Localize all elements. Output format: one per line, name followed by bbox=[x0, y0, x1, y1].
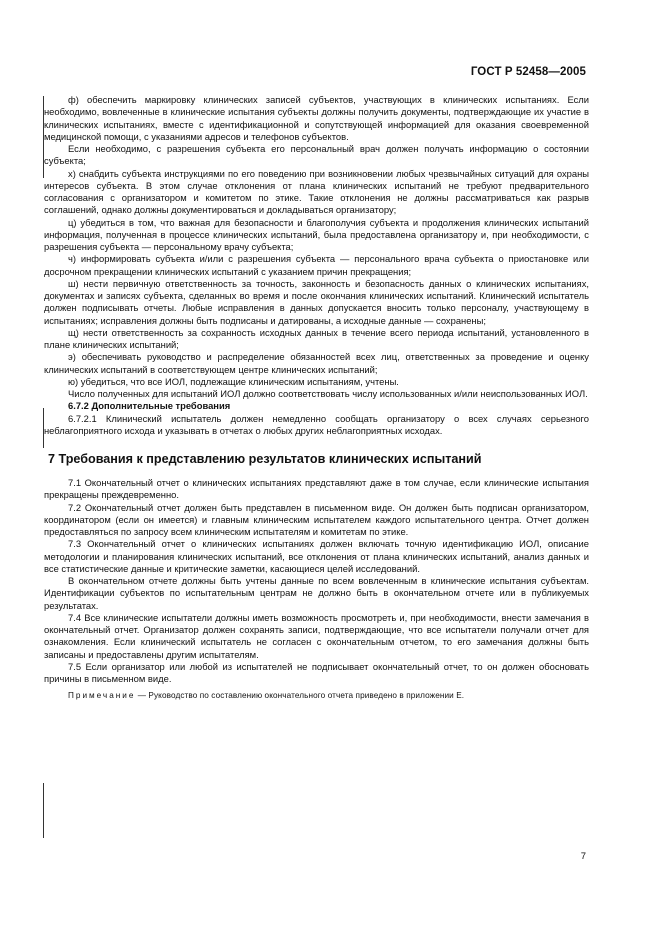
paragraph: Если необходимо, с разрешения субъекта его персональный врач должен получать информацию о состоянии субъекта; bbox=[44, 143, 589, 167]
document-id-header: ГОСТ Р 52458—2005 bbox=[470, 66, 586, 78]
paragraph: ш) нести первичную ответственность за точность, законность и безопасность данных о клинических испытаниях, документах и записях субъекта, сделанных во время и после окончания клинических испытаний. Клинический испытатель должен подписывать отчеты. Любые исправления в данных допускается вносить только персоналу, участвующему в испытаниях; исправления должны быть подписаны и датированы, а исходные данные — сохранены; bbox=[44, 277, 589, 326]
paragraph: 7.3 Окончательный отчет о клинических испытаниях должен включать точную идентификацию ИОЛ, описание методологии и планирования клинических испытаний, все отклонения от плана клинических испытаний, анализ данных и все статистические данные и критические заметки, касающиеся целей исследований. bbox=[44, 538, 589, 574]
paragraph: ф) обеспечить маркировку клинических записей субъектов, участвующих в клинических испытаниях. Если необходимо, вовлеченные в клинические испытания субъекты должны получить документы, подтверждающие их участие в клинических испытаниях, вместе с идентификационной и сопутствующей информацией для оказания своевременной медицинской помощи, с указаниями адресов и телефонов субъектов. bbox=[44, 94, 589, 142]
paragraph: ч) информировать субъекта и/или с разрешения субъекта — персонального врача субъекта о приостановке или досрочном прекращении клинических испытаний с указанием причин прекращения; bbox=[44, 253, 589, 277]
paragraph: В окончательном отчете должны быть учтены данные по всем вовлеченным в клинические испытания субъектам. Идентификации субъектов по испытательным центрам не должно быть в окончательном отчете или в публикуемых результатах. bbox=[44, 575, 589, 611]
paragraph: 7.2 Окончательный отчет должен быть представлен в письменном виде. Он должен быть подписан организатором, координатором (если он имеется) и главным клиническим испытателем каждого испытательного центра. Отчет должен предоставляться по запросу всем клиническим испытателям и комитетам по этике. bbox=[44, 501, 589, 537]
paragraph: 7.5 Если организатор или любой из испытателей не подписывает окончательный отчет, то он должен обосновать причины в письменном виде. bbox=[44, 660, 589, 684]
paragraph: ц) убедиться в том, что важная для безопасности и благополучия субъекта и продолжения клинических испытаний информация, полученная в процессе клинических испытаний, была предоставлена организатору и, при необходимости, с разрешения субъекта — персональному врачу субъекта; bbox=[44, 216, 589, 252]
paragraph: щ) нести ответственность за сохранность исходных данных в течение всего периода испытаний, установленного в плане клинических испытаний; bbox=[44, 326, 589, 350]
page-number: 7 bbox=[580, 851, 586, 862]
document-body bbox=[44, 94, 589, 703]
paragraph: х) снабдить субъекта инструкциями по его поведению при возникновении любых чрезвычайных ситуаций для охраны интересов субъекта. В этом случае отклонения от плана клинических испытаний не требуют предварительного согласования с организатором и комитетом по этике. Такие отклонения не должны рассматриваться как разрыв соглашений, однако должны документироваться и докладываться организатору; bbox=[44, 167, 589, 216]
paragraph: 7.1 Окончательный отчет о клинических испытаниях представляют даже в том случае, если клинические испытания прекращены преждевременно. bbox=[44, 477, 589, 501]
note-text: — Руководство по составлению окончательного отчета приведено в приложении Е. bbox=[135, 691, 465, 701]
section-heading: 7 Требования к представлению результатов клинических испытаний bbox=[48, 452, 482, 466]
revision-bar bbox=[43, 783, 44, 838]
paragraph: ю) убедиться, что все ИОЛ, подлежащие клиническим испытаниям, учтены. bbox=[68, 375, 399, 387]
note bbox=[44, 690, 589, 702]
paragraph: э) обеспечивать руководство и распределение обязанностей всех лиц, ответственных за проведение и оценку клинических испытаний в соответствующем центре клинических испытаний; bbox=[44, 351, 589, 375]
paragraph: 7.4 Все клинические испытатели должны иметь возможность просмотреть и, при необходимости, внести замечания в окончательный отчет. Организатор должен сохранять записи, подтверждающие, что все испытатели получали отчет для ознакомления. Если клинический испытатель не согласен с окончательным отчетом, то его замечания должны быть записаны и предоставлены другим испытателям. bbox=[44, 611, 589, 660]
paragraph: 6.7.2.1 Клинический испытатель должен немедленно сообщать организатору о всех случаях серьезного неблагоприятного исхода и указывать в отчетах о любых других неблагоприятных исходах. bbox=[44, 412, 589, 436]
paragraph: Число полученных для испытаний ИОЛ должно соответствовать числу использованных и/или неиспользованных ИОЛ. bbox=[68, 388, 588, 399]
subsection-title: 6.7.2 Дополнительные требования bbox=[68, 400, 231, 412]
note-label: Примечание bbox=[68, 691, 136, 701]
